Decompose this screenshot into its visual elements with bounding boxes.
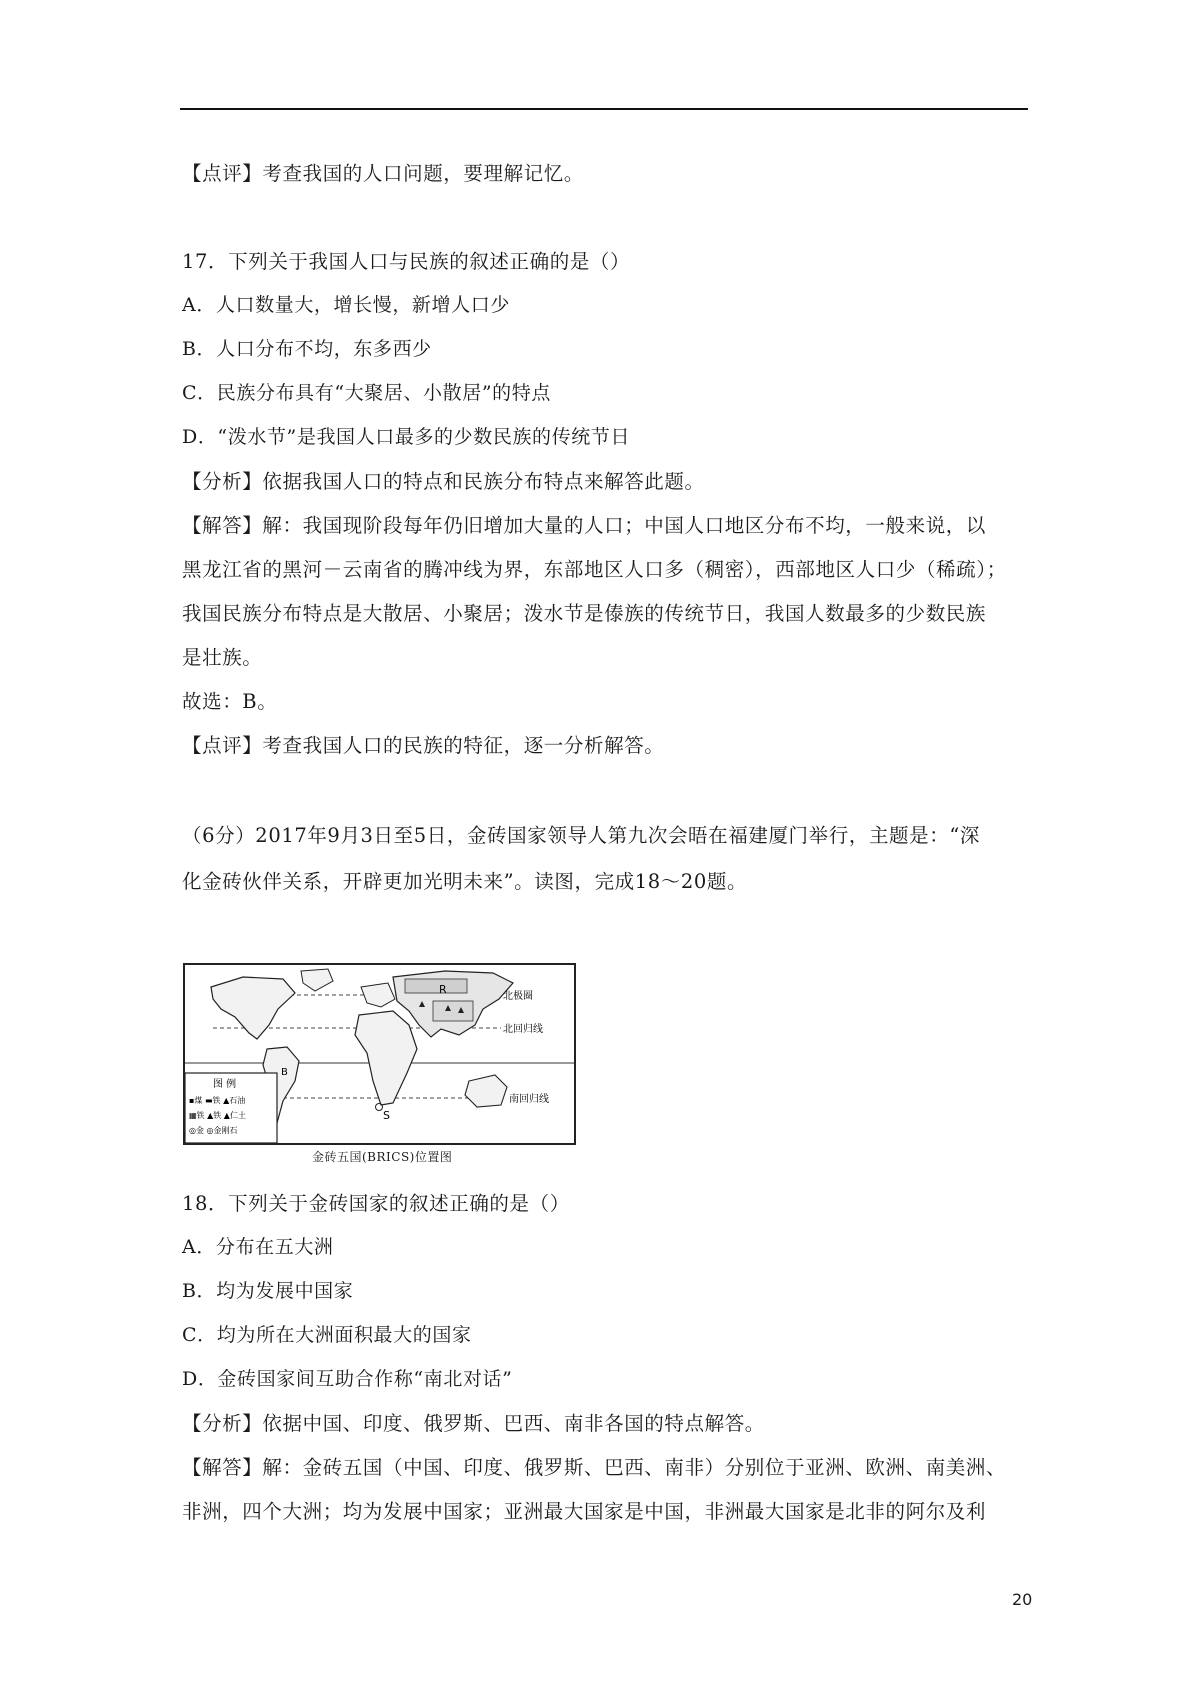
q17-answer-line-3: 我国民族分布特点是大散居、小聚居；泼水节是傣族的传统节日，我国人数最多的少数民族 (182, 602, 987, 625)
q18-option-c: C．均为所在大洲面积最大的国家 (182, 1324, 472, 1346)
legend-row-2: ▦铁 ▲铁 ▲仁土 (189, 1111, 246, 1120)
map-label-brazil: B (281, 1067, 288, 1078)
legend-title: 图 例 (213, 1079, 237, 1090)
map-caption: 金砖五国(BRICS)位置图 (312, 1150, 453, 1164)
q17-answer-line-4: 是壮族。 (182, 646, 263, 669)
q17-option-d: D．“泼水节”是我国人口最多的少数民族的传统节日 (182, 426, 631, 448)
q17-answer-line-1: 【解答】解：我国现阶段每年仍旧增加大量的人口；中国人口地区分布不均，一般来说，以 (182, 514, 987, 537)
label-tropic-cancer: 北回归线 (503, 1024, 543, 1035)
q17-option-b: B．人口分布不均，东多西少 (182, 338, 432, 360)
page-number: 20 (1012, 1590, 1033, 1609)
q17-answer-line-2: 黑龙江省的黑河－云南省的腾冲线为界，东部地区人口多（稠密），西部地区人口少（稀疏）； (182, 558, 1007, 581)
q17-choice: 故选：B。 (182, 690, 278, 713)
q17-comment: 【点评】考查我国人口的民族的特征，逐一分析解答。 (182, 734, 665, 757)
comment-16: 【点评】考查我国的人口问题，要理解记忆。 (182, 162, 585, 185)
q17-option-c: C．民族分布具有“大聚居、小散居”的特点 (182, 382, 551, 404)
q18-analysis: 【分析】依据中国、印度、俄罗斯、巴西、南非各国的特点解答。 (182, 1412, 765, 1435)
group-intro-line-2: 化金砖伙伴关系，开辟更加光明未来”。读图，完成18～20题。 (182, 870, 748, 893)
q18-answer-line-1: 【解答】解：金砖五国（中国、印度、俄罗斯、巴西、南非）分别位于亚洲、欧洲、南美洲、 (182, 1456, 1007, 1479)
map-label-south-africa: S (383, 1109, 390, 1122)
q18-option-d: D．金砖国家间互助合作称“南北对话” (182, 1368, 513, 1390)
q18-option-a: A．分布在五大洲 (182, 1236, 334, 1258)
q17-option-a: A．人口数量大，增长慢，新增人口少 (182, 294, 510, 316)
map-label-russia: R (439, 983, 447, 996)
legend-row-1: ▪煤 ▬铁 ▲石油 (189, 1096, 246, 1105)
q17-analysis: 【分析】依据我国人口的特点和民族分布特点来解答此题。 (182, 470, 705, 493)
label-arctic-circle: 北极圈 (503, 991, 533, 1002)
group-intro-line-1: （6分）2017年9月3日至5日，金砖国家领导人第九次会晤在福建厦门举行，主题是：“深 (182, 824, 981, 847)
header-rule (180, 108, 1028, 110)
question-18: 18．下列关于金砖国家的叙述正确的是（） (182, 1192, 570, 1215)
label-tropic-capricorn: 南回归线 (509, 1094, 549, 1105)
q18-option-b: B．均为发展中国家 (182, 1280, 354, 1302)
question-17: 17．下列关于我国人口与民族的叙述正确的是（） (182, 250, 631, 273)
q18-answer-line-2: 非洲，四个大洲；均为发展中国家；亚洲最大国家是中国，非洲最大国家是北非的阿尔及利 (182, 1500, 987, 1523)
legend-row-3: ◎金 ◎金刚石 (189, 1126, 238, 1135)
brics-map (183, 963, 576, 1145)
